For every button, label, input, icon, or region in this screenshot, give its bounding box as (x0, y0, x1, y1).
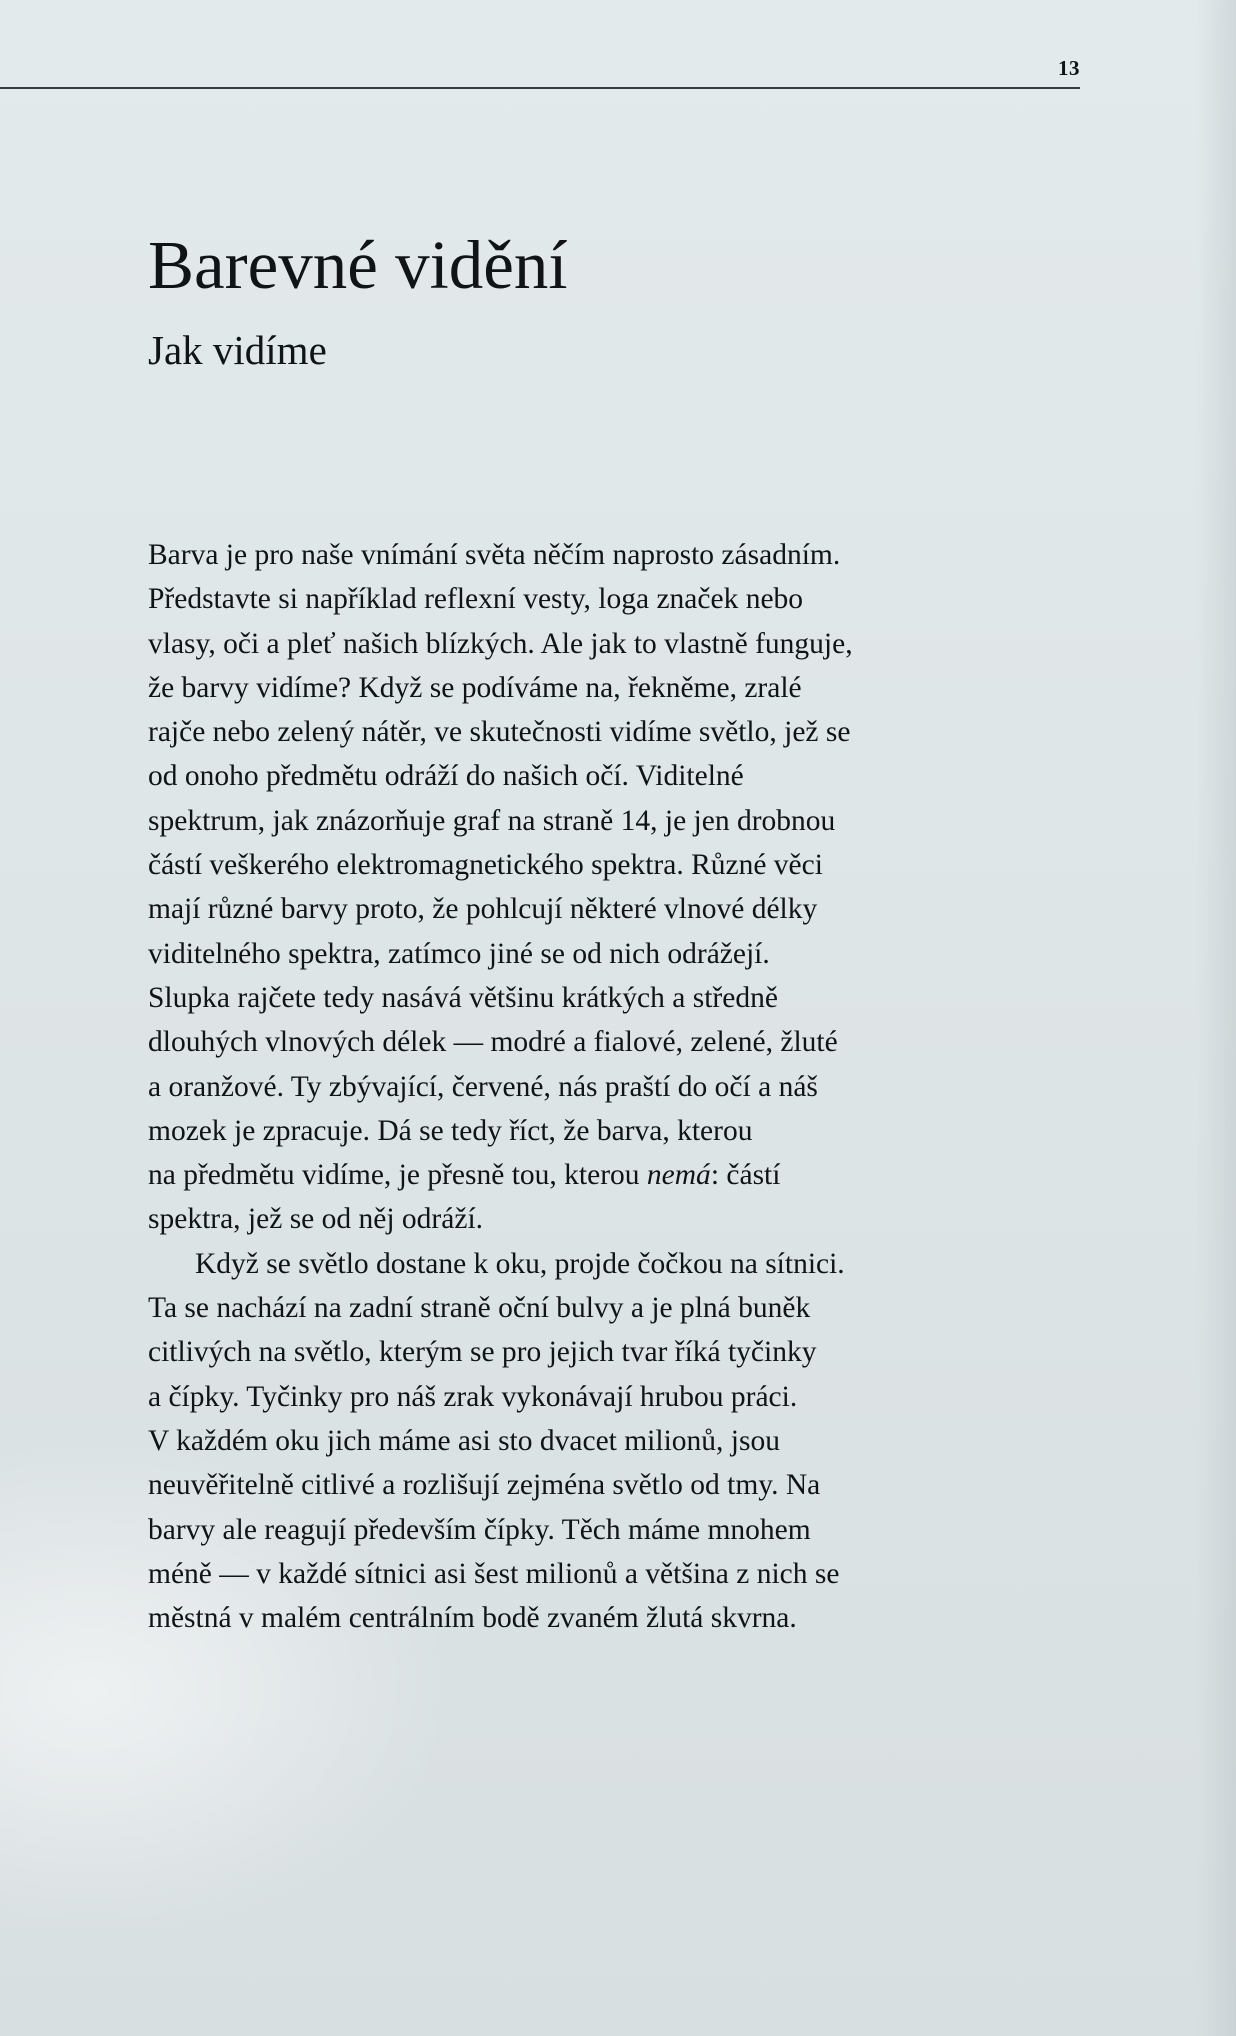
text-line: Představte si například reflexní vesty, loga značek nebo (148, 583, 804, 616)
body-text (148, 533, 1068, 1640)
text-line: mozek je zpracuje. Dá se tedy říct, že barva, kterou (148, 1114, 753, 1147)
page-edge-shadow (1196, 0, 1236, 2036)
text-line: mají různé barvy proto, že pohlcují některé vlnové délky (148, 893, 818, 926)
text-line: citlivých na světlo, kterým se pro jejich tvar říká tyčinky (148, 1336, 817, 1369)
text-line: barvy ale reagují především čípky. Těch máme mnohem (148, 1513, 811, 1546)
text-line: vlasy, oči a pleť našich blízkých. Ale jak to vlastně funguje, (148, 627, 853, 660)
text-line: neuvěřitelně citlivé a rozlišují zejména světlo od tmy. Na (148, 1469, 821, 1502)
text-line-emphasis (148, 1153, 1068, 1197)
page-number: 13 (1058, 56, 1080, 80)
text-line: viditelného spektra, zatímco jiné se od nich odrážejí. (148, 937, 770, 970)
chapter-title: Barevné vidění (148, 227, 568, 303)
text-line: že barvy vidíme? Když se podíváme na, řekněme, zralé (148, 671, 802, 704)
text-line: Když se světlo dostane k oku, projde čočkou na sítnici. (195, 1247, 845, 1280)
text-line: městná v malém centrálním bodě zvaném žlutá skvrna. (148, 1602, 797, 1635)
text-line: Slupka rajčete tedy nasává většinu krátkých a středně (148, 981, 778, 1014)
text-run: : částí (710, 1159, 781, 1192)
paragraph-2 (148, 1242, 1068, 1641)
text-run: na předmětu vidíme, je přesně tou, kterou (148, 1159, 647, 1192)
text-line: spektra, jež se od něj odráží. (148, 1203, 484, 1236)
header-rule (0, 87, 1080, 89)
text-line: Barva je pro naše vnímání světa něčím naprosto zásadním. (148, 539, 841, 571)
text-line: V každém oku jich máme asi sto dvacet milionů, jsou (148, 1424, 780, 1457)
text-line: rajče nebo zelený nátěr, ve skutečnosti vidíme světlo, jež se (148, 716, 851, 749)
emphasized-word: nemá (646, 1159, 711, 1192)
text-line: Ta se nachází na zadní straně oční bulvy a je plná buněk (148, 1292, 811, 1325)
paragraph-1 (148, 533, 1068, 1242)
text-line: méně — v každé sítnici asi šest milionů a většina z nich se (148, 1557, 840, 1590)
chapter-subtitle: Jak vidíme (148, 327, 327, 373)
text-line: a oranžové. Ty zbývající, červené, nás praští do očí a náš (148, 1070, 818, 1103)
text-line: dlouhých vlnových délek — modré a fialové, zelené, žluté (148, 1026, 838, 1059)
text-line: částí veškerého elektromagnetického spektra. Různé věci (148, 849, 823, 882)
text-line: a čípky. Tyčinky pro náš zrak vykonávají hrubou práci. (148, 1380, 798, 1413)
text-line: spektrum, jak znázorňuje graf na straně 14, je jen drobnou (148, 804, 836, 837)
text-line: od onoho předmětu odráží do našich očí. Viditelné (148, 760, 744, 793)
